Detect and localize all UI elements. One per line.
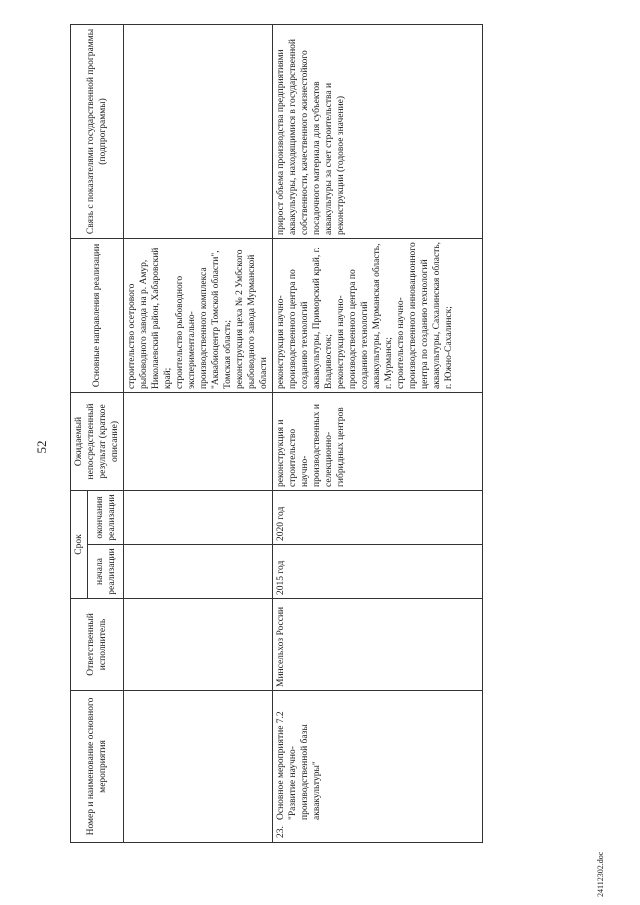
- page-number: 52: [34, 440, 49, 454]
- header-term: Срок: [71, 490, 88, 598]
- measures-table: [70, 24, 483, 843]
- table-row: [273, 24, 483, 842]
- header-result: Ожидаемый непосредственный результат (краткое описание): [71, 392, 124, 490]
- executor-cell: Минсельхоз России: [273, 599, 483, 691]
- start-cell: 2015 год: [273, 545, 483, 599]
- cont-directions: строительство осетрового рыбоводного завода на р. Амур, Николаевский район, Хабаровский край; строительство рыбоводного экспериментально-производственного комплекса "Аквабиоцентр Томской области", Томская область; реконструкция цеха № 2 Умбского рыбоводного завода Мурманской области: [124, 238, 273, 392]
- measure-name: Основное мероприятие 7.2 "Развитие научно-производственной базы аквакультуры": [276, 711, 322, 820]
- header-link: Связь с показателями государственной программы (подпрограммы): [71, 24, 124, 238]
- link-cell: прирост объема производства предприятиями аквакультуры, находящимися в государственной собственности, качественного жизнестойкого посадочного материала для субъектов аквакультуры за счет строительства и реконструкции (годовое значение): [273, 24, 483, 238]
- header-executor: Ответственный исполнитель: [71, 599, 124, 691]
- row-number: 23.: [276, 826, 286, 838]
- end-cell: 2020 год: [273, 490, 483, 544]
- directions-cell: реконструкция научно-производственного центра по созданию технологий аквакультуры, Приморский край, г. Владивосток; реконструкция научно-производственного центра по созданию технологий аквакультуры, Мурманская область, г. Мурманск; строительство научно-производственного инновационного центра по созданию технологий аквакультуры, Сахалинская область, г. Южно-Сахалинск;: [273, 238, 483, 392]
- table-row: [124, 24, 273, 842]
- header-start: начала реализации: [88, 545, 124, 599]
- header-end: окончания реализации: [88, 490, 124, 544]
- header-measure: Номер и наименование основного мероприятия: [71, 691, 124, 843]
- table-header-row: [71, 24, 88, 842]
- result-cell: реконструкция и строительство научно-производственных и селекционно-гибридных центров: [273, 392, 483, 490]
- measure-cell: [273, 691, 483, 843]
- document-id: 24112302.doc: [596, 851, 605, 897]
- header-directions: Основные направления реализации: [71, 238, 124, 392]
